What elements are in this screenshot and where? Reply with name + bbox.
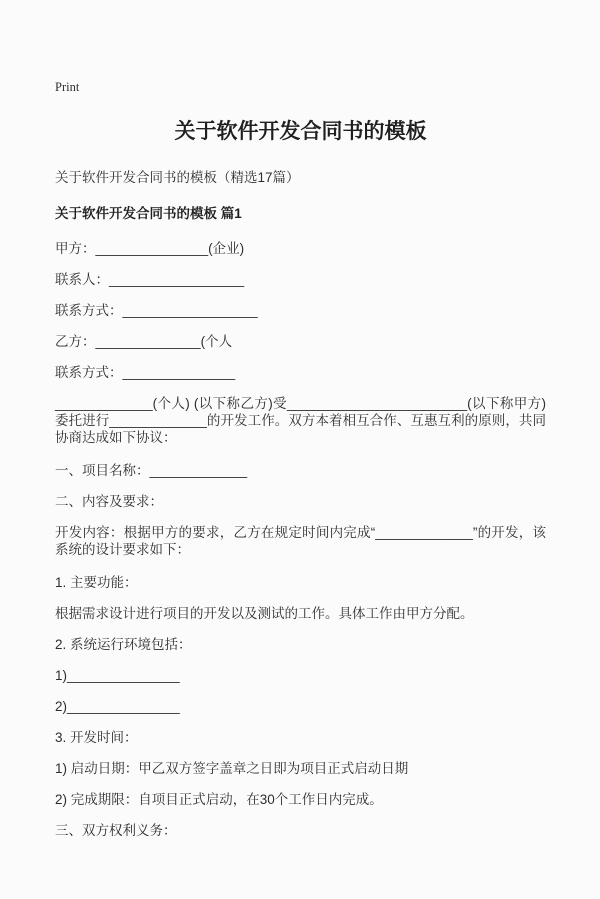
contract-body [55, 240, 546, 839]
blank-item-2: 2)_______________ [55, 699, 180, 714]
system-environment-heading: 2. 系统运行环境包括： [55, 637, 192, 652]
development-content-paragraph: 开发内容：根据甲方的要求，乙方在规定时间内完成“_____________”的开发，该系统的设计要求如下： [55, 525, 546, 557]
work-description-line: 根据需求设计进行项目的开发以及测试的工作。具体工作由甲方分配。 [55, 606, 474, 621]
party-a-line: 甲方：_______________(企业) [55, 241, 245, 256]
project-name-line: 一、项目名称：_____________ [55, 463, 248, 478]
preamble-paragraph: _____________(个人) (以下称乙方)受________________________(以下称甲方)委托进行_____________的开发工作。双方本着相互合作、互惠互利的原则，共同协商达成如下协议： [55, 396, 546, 445]
start-date-line: 1) 启动日期：甲乙双方签字盖章之日即为项目正式启动日期 [55, 761, 409, 776]
contact-person-line: 联系人：__________________ [55, 272, 245, 287]
page-title: 关于软件开发合同书的模板 [174, 120, 427, 143]
rights-obligations-heading: 三、双方权利义务： [55, 823, 177, 838]
contact-method-line-b: 联系方式：_______________ [55, 365, 236, 380]
content-requirements-heading: 二、内容及要求： [55, 494, 163, 509]
development-time-heading: 3. 开发时间： [55, 730, 138, 745]
contact-method-line-a: 联系方式：__________________ [55, 303, 258, 318]
section-heading-part1: 关于软件开发合同书的模板 篇1 [55, 206, 242, 221]
completion-deadline-line: 2) 完成期限：自项目正式启动，在30个工作日内完成。 [55, 792, 383, 807]
page-subtitle: 关于软件开发合同书的模板（精选17篇） [55, 170, 300, 185]
party-b-line: 乙方：______________(个人 [55, 334, 233, 349]
main-functions-heading: 1. 主要功能： [55, 575, 138, 590]
blank-item-1: 1)_______________ [55, 668, 180, 683]
print-link[interactable]: Print [55, 80, 80, 94]
